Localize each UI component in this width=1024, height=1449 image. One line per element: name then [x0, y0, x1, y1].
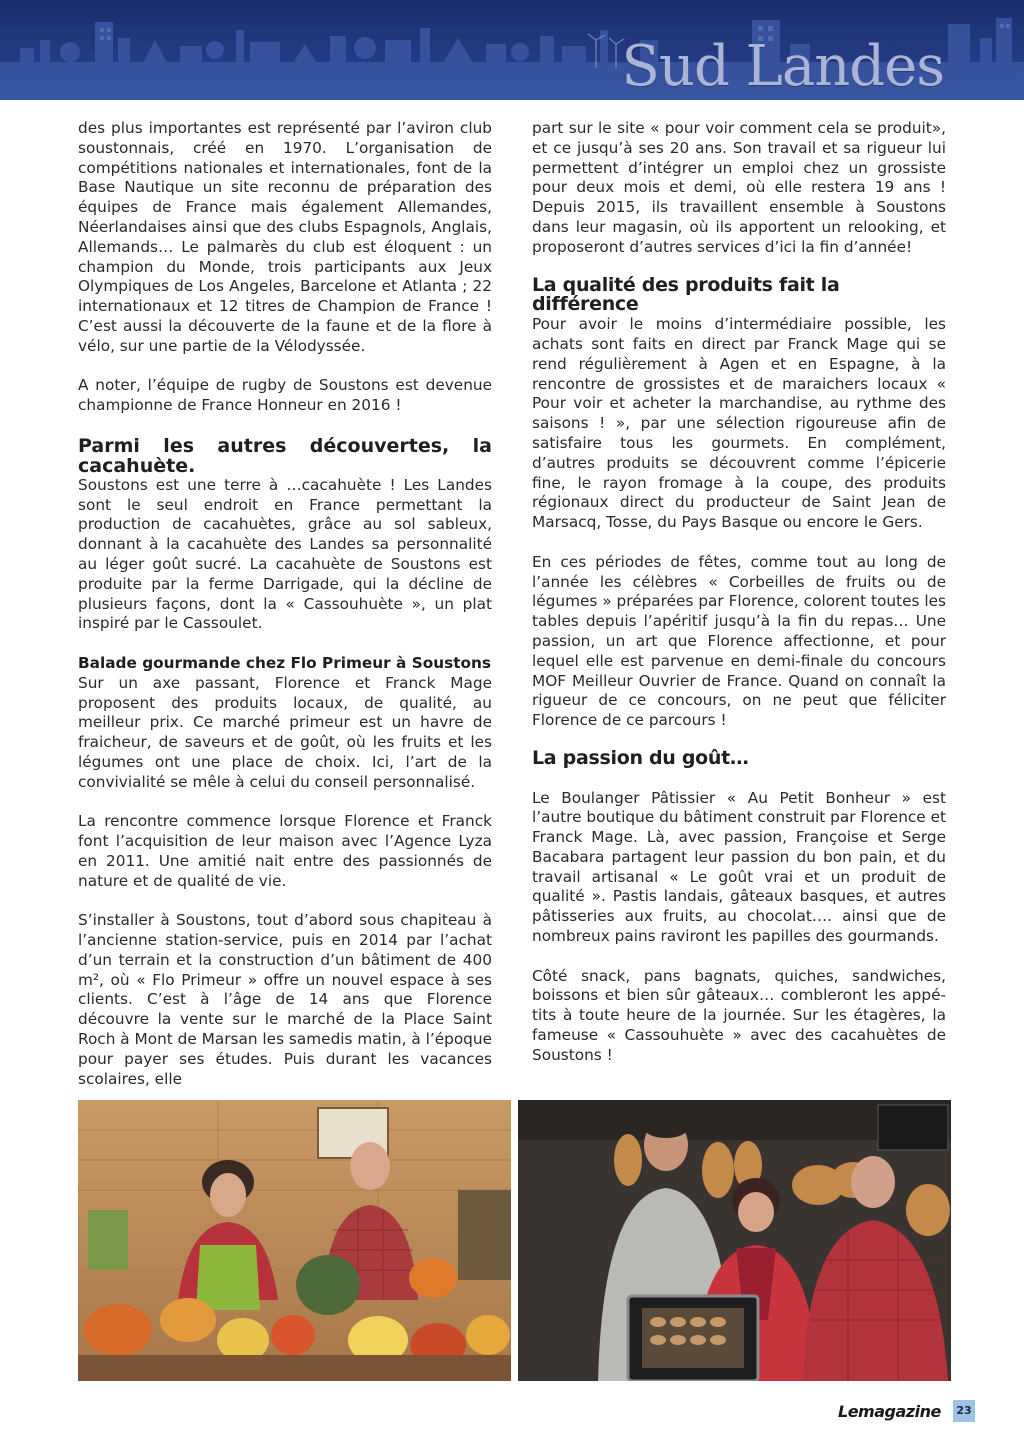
paragraph: des plus importantes est représenté par l’aviron club soustonnais, créé en 1970. L’organisation de compétitions nationales et internationales, font de la Base Nautique un site reconnu de préparation des équipes de France mais également Allemandes, Néerlandaises ainsi que des clubs Espagnols, Anglais, Allemands… Le palmarès du club est éloquent : un champion du Monde, trois participants aux Jeux Olympiques de Los Angeles, Barcelone et Atlanta ; 22 internationaux et 12 titres de Champion de France ! C’est aussi la découverte de la faune et de la flore à vélo, sur une partie de la Vélodyssée. — [78, 119, 492, 355]
section-heading: Parmi les autres découvertes, la cacahuète. — [78, 434, 492, 477]
header-banner — [0, 0, 1024, 100]
page-number: 23 — [953, 1400, 975, 1422]
paragraph: La rencontre commence lorsque Florence et Franck font l’acquisition de leur maison avec l’Agence Lyza en 2011. Une amitié nait entre des passionnés de nature et de qualité de vie. — [78, 812, 492, 890]
article-left-column — [78, 119, 492, 1089]
paragraph: part sur le site « pour voir comment cela se produit», et ce jusqu’à ses 20 ans. Son travail et sa rigueur lui permettent d’intégrer un emploi chez un grossiste pour deux mois et demi, où elle restera 19 ans ! Depuis 2015, ils travaillent ensemble à Soustons dans leur magasin, où ils apportent un relooking, et proposeront d’autres services d’ici la fin d’année! — [532, 119, 946, 256]
section-heading: La qualité des produits fait la différence — [532, 273, 840, 316]
section-heading: Balade gourmande chez Flo Primeur à Soustons — [78, 653, 492, 672]
bakery-photo — [518, 1100, 951, 1381]
paragraph: Soustons est une terre à …cacahuète ! Les Landes sont le seul endroit en France permettant la production de cacahuètes, grâce au sol sableux, donnant à la cacahuète des Landes sa personnalité au léger goût sucré. La cacahuète de Soustons est produite par la ferme Darrigade, qui la décline de plusieurs façons, dont la « Cassouhuète », un plat inspiré par le Cassoulet. — [78, 475, 492, 633]
section-title: Sud Landes — [621, 34, 944, 99]
paragraph: A noter, l’équipe de rugby de Soustons est devenue championne de France Honneur en 2016 ! — [78, 376, 492, 415]
magazine-brand: Lemagazine — [838, 1402, 941, 1421]
paragraph: S’installer à Soustons, tout d’abord sous chapiteau à l’ancienne station-service, puis en 2014 par l’achat d’un terrain et la construction d’un bâtiment de 400 m², où « Flo Primeur » offre un nouvel espace à ses clients. C’est à l’âge de 14 ans que Florence découvre la vente sur le marché de la Place Saint Roch à Mont de Marsan les samedis matin, à l’époque pour payer ses études. Puis durant les vacances scolaires, elle — [78, 911, 492, 1088]
market-photo — [78, 1100, 511, 1381]
paragraph: Pour avoir le moins d’intermédiaire possible, les achats sont faits en direct par Franck Mage qui se rend régulièrement à Agen et en Espagne, à la rencontre de grossistes et de maraichers locaux « Pour voir et acheter la marchandise, au rythme des saisons ! », par une sélection rigoureuse afin de satisfaire tous les gourmets. En complément, d’autres produits se découvrent comme l’épicerie fine, le rayon fromage à la coupe, des produits régionaux direct du producteur de Saint Jean de Marsacq, Tosse, du Pays Basque ou encore le Gers. — [532, 315, 946, 532]
paragraph: Sur un axe passant, Florence et Franck Mage proposent des produits locaux, de qualité, au meilleur prix. Ce marché primeur est un havre de fraicheur, de saveurs et de goût, où les fruits et les légumes ont une place de choix. Ici, l’art de la convivialité se mêle à celui du conseil personnalisé. — [78, 673, 492, 791]
section-heading: La passion du goût… — [532, 746, 749, 769]
article-right-column — [532, 119, 946, 1066]
paragraph: En ces périodes de fêtes, comme tout au long de l’année les célèbres « Corbeilles de fruits ou de légumes » préparées par Florence, colorent toutes les tables depuis l’apéritif jusqu’à la fin du repas… Une passion, un art que Florence affectionne, et pour lequel elle est parvenue en demi-finale du concours MOF Meilleur Ouvrier de France. Quand on connaît la rigueur de ce concours, on ne peut que féliciter Florence de ce parcours ! — [532, 552, 946, 730]
paragraph: Le Boulanger Pâtissier « Au Petit Bonheur » est l’autre boutique du bâtiment construit par Florence et Franck Mage. Là, avec passion, Françoise et Serge Bacabara partagent leur passion du bon pain, et du travail artisanal « Le goût vrai et un produit de qualité ». Pastis landais, gâteaux basques, et autres pâtisseries aux fruits, au chocolat…. ainsi que de nombreux pains raviront les papilles des gourmands. — [532, 788, 946, 946]
paragraph: Côté snack, pans bagnats, quiches, sandwiches, boissons et bien sûr gâteaux… combleront les appé-tits à toute heure de la journée. Sur les étagères, la fameuse « Cassouhuète » avec des cacahuètes de Soustons ! — [532, 966, 946, 1064]
